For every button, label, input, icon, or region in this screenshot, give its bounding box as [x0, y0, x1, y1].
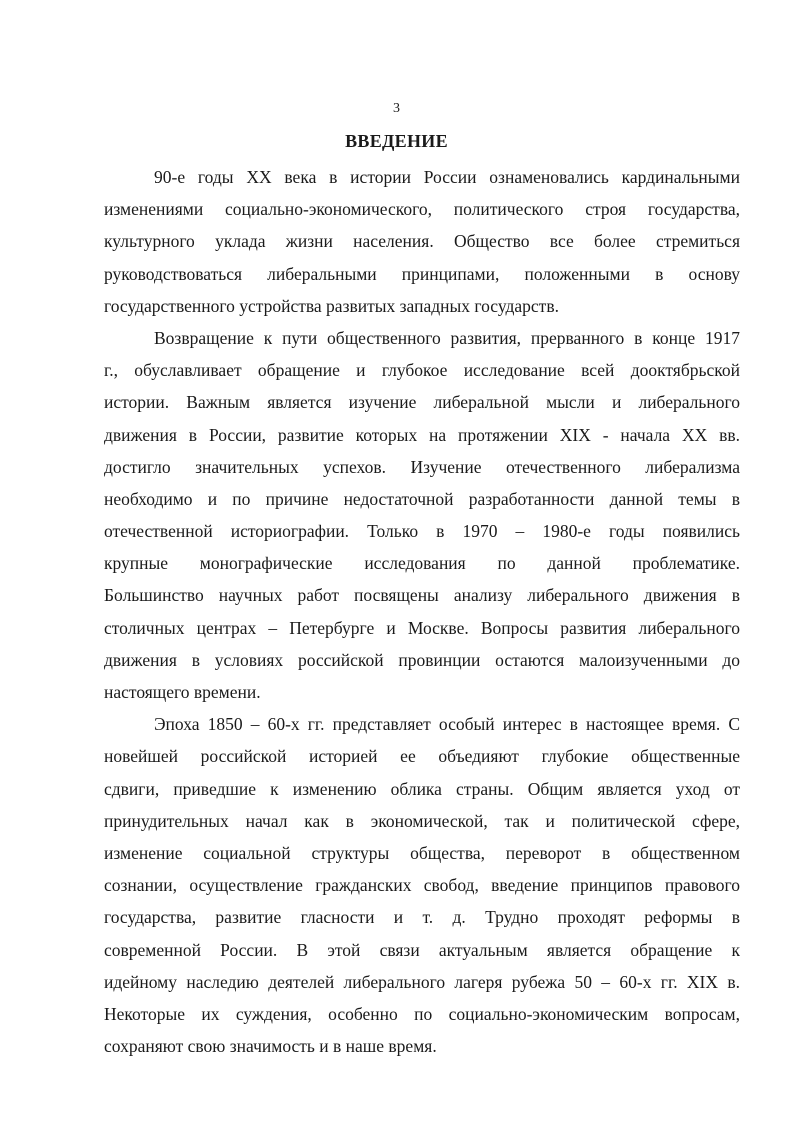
text-line: новейшей российской историей ее объедияют глубокие общественные	[104, 746, 740, 767]
text-line: идейному наследию деятелей либерального лагеря рубежа 50 – 60-х гг. XIX в.	[104, 971, 740, 992]
text-line: г., обуславливает обращение и глубокое исследование всей дооктябрьской	[104, 360, 740, 381]
text-line: достигло значительных успехов. Изучение отечественного либерализма	[104, 456, 740, 477]
text-line: руководствоваться либеральными принципами, положенными в основу	[104, 263, 740, 284]
body-text	[104, 161, 740, 1062]
text-line: изменение социальной структуры общества, переворот в общественном	[104, 842, 740, 863]
page-number: 3	[393, 101, 400, 116]
paragraph-2	[104, 322, 740, 708]
text-line: Большинство научных работ посвящены анализу либерального движения в	[104, 585, 740, 606]
text-line: культурного уклада жизни населения. Общество все более стремиться	[104, 231, 740, 252]
text-line: изменениями социально-экономического, политического строя государства,	[104, 199, 740, 220]
text-line: истории. Важным является изучение либеральной мысли и либерального	[104, 392, 740, 413]
section-heading: ВВЕДЕНИЕ	[345, 131, 448, 151]
text-line: Эпоха 1850 – 60-х гг. представляет особый интерес в настоящее время. С	[154, 714, 740, 735]
text-line: сохраняют свою значимость и в наше время.	[104, 1036, 437, 1057]
text-line: настоящего времени.	[104, 682, 261, 702]
paragraph-1	[104, 161, 740, 322]
text-line: сдвиги, приведшие к изменению облика страны. Общим является уход от	[104, 778, 740, 799]
text-line: движения в России, развитие которых на протяжении XIX - начала XX вв.	[104, 424, 740, 445]
text-line: государства, развитие гласности и т. д. Трудно проходят реформы в	[104, 907, 740, 928]
text-line: столичных центрах – Петербурге и Москве. Вопросы развития либерального	[104, 617, 740, 638]
text-line: современной России. В этой связи актуальным является обращение к	[104, 939, 740, 960]
text-line: Возвращение к пути общественного развития, прерванного в конце 1917	[154, 327, 740, 348]
text-line: государственного устройства развитых западных государств.	[104, 295, 559, 316]
text-line: отечественной историографии. Только в 1970 – 1980-е годы появились	[104, 521, 740, 542]
text-line: необходимо и по причине недостаточной разработанности данной темы в	[104, 488, 740, 509]
text-line: движения в условиях российской провинции остаются малоизученными до	[104, 649, 740, 670]
text-line: принудительных начал как в экономической, так и политической сфере,	[104, 810, 740, 831]
text-line: крупные монографические исследования по данной проблематике.	[104, 553, 740, 574]
text-line: сознании, осуществление гражданских свобод, введение принципов правового	[104, 875, 740, 896]
text-line: Некоторые их суждения, особенно по социально-экономическим вопросам,	[104, 1003, 740, 1024]
text-line: 90-е годы XX века в истории России ознаменовались кардинальными	[154, 167, 740, 187]
paragraph-3	[104, 708, 740, 1062]
